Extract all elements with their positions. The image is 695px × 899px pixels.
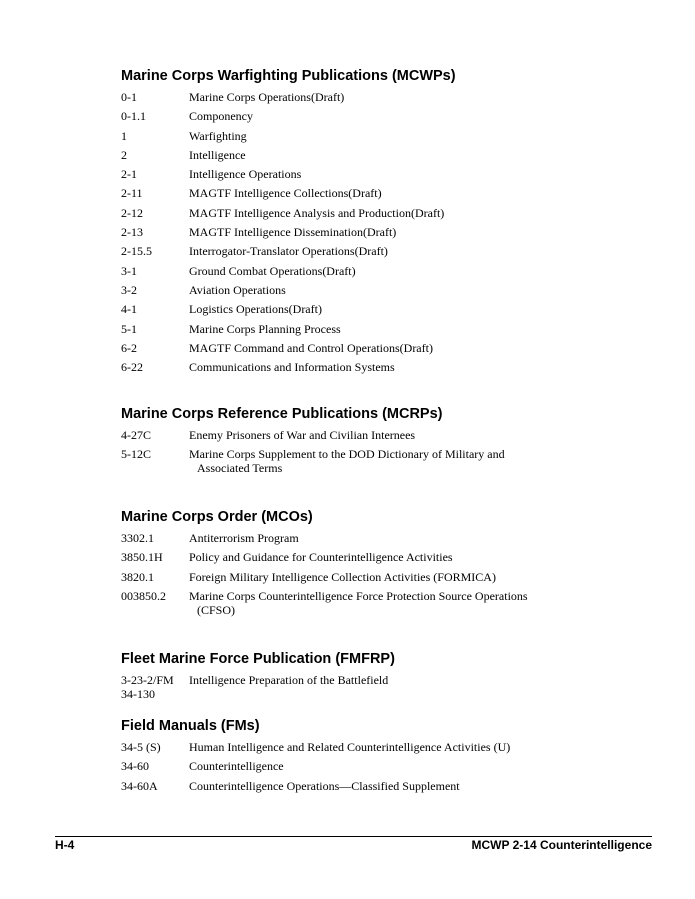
section-fm: [121, 717, 641, 798]
list-item: [121, 589, 641, 603]
pub-number: 3-23-2/FM: [121, 673, 174, 687]
pub-number: 1: [121, 128, 127, 143]
list-item: [121, 360, 641, 374]
pub-title: Counterintelligence Operations—Classified Supplement: [189, 778, 460, 793]
pub-title: MAGTF Command and Control Operations(Draft): [189, 340, 433, 355]
pub-title: Intelligence Operations: [189, 167, 302, 182]
pub-number: 0-1.1: [121, 109, 146, 124]
list-item: [121, 740, 641, 754]
pub-title: MAGTF Intelligence Collections(Draft): [189, 186, 382, 201]
pub-title: Warfighting: [189, 128, 247, 143]
list-item: [121, 302, 641, 316]
list-item: [121, 206, 641, 220]
pub-number: 2-11: [121, 186, 143, 201]
list-item: [121, 186, 641, 200]
pub-title: Logistics Operations(Draft): [189, 302, 322, 317]
pub-title: Aviation Operations: [189, 282, 286, 297]
pub-number: 2-1: [121, 167, 137, 182]
pub-title: Componency: [189, 109, 253, 124]
pub-number: 4-1: [121, 302, 137, 317]
section-mco: [121, 508, 641, 622]
section-mcwp: [121, 67, 641, 379]
list-item: [121, 129, 641, 143]
list-item: [121, 148, 641, 162]
pub-title: Policy and Guidance for Counterintelligence Activities: [189, 550, 453, 565]
list-item: [121, 109, 641, 123]
pub-title: Antiterrorism Program: [189, 531, 299, 545]
pub-number: 34-60A: [121, 778, 158, 793]
pub-title-continuation: Associated Terms: [197, 461, 283, 476]
list-item-continuation: [121, 603, 641, 617]
pub-number: 4-27C: [121, 428, 151, 442]
list-item: [121, 322, 641, 336]
pub-number: 2-12: [121, 205, 143, 220]
pub-title: Marine Corps Counterintelligence Force Protection Source Operations: [189, 588, 528, 603]
list-item: [121, 264, 641, 278]
pub-title: MAGTF Intelligence Analysis and Production(Draft): [189, 205, 445, 220]
pub-title: MAGTF Intelligence Dissemination(Draft): [189, 225, 397, 240]
pub-number: 6-22: [121, 360, 143, 375]
section-fmfrp: [121, 650, 641, 706]
pub-number: 3-2: [121, 282, 137, 297]
pub-number: 003850.2: [121, 588, 166, 603]
list-item: [121, 673, 641, 687]
pub-number: 2-13: [121, 225, 143, 240]
pub-title: Marine Corps Supplement to the DOD Dictionary of Military and: [189, 447, 505, 462]
pub-title: Marine Corps Operations(Draft): [189, 90, 345, 104]
list-item: [121, 341, 641, 355]
list-item: [121, 570, 641, 584]
list-item: [121, 90, 641, 104]
pub-title: Foreign Military Intelligence Collection Activities (FORMICA): [189, 569, 496, 584]
pub-title: Communications and Information Systems: [189, 360, 395, 375]
list-item: [121, 167, 641, 181]
list-item: [121, 759, 641, 773]
section-title: Field Manuals (FMs): [121, 718, 260, 734]
pub-title: Counterintelligence: [189, 759, 284, 774]
pub-number: 34-130: [121, 687, 155, 701]
pub-number: 3302.1: [121, 531, 154, 545]
list-item: [121, 283, 641, 297]
pub-number: 34-60: [121, 759, 149, 774]
pub-number: 2-15.5: [121, 244, 152, 259]
pub-title: Intelligence: [189, 147, 246, 162]
list-item: [121, 687, 641, 701]
pub-number: 3-1: [121, 263, 137, 278]
list-item: [121, 779, 641, 793]
pub-number: 3850.1H: [121, 550, 163, 565]
pub-number: 34-5 (S): [121, 740, 161, 754]
section-mcrp: [121, 405, 641, 481]
page-number: H-4: [55, 838, 75, 852]
pub-number: 5-12C: [121, 447, 151, 462]
list-item: [121, 225, 641, 239]
pub-title: Interrogator-Translator Operations(Draft): [189, 244, 388, 259]
list-item: [121, 447, 641, 461]
pub-number: 2: [121, 147, 127, 162]
footer-title: MCWP 2-14 Counterintelligence: [471, 838, 652, 852]
pub-number: 6-2: [121, 340, 137, 355]
pub-number: 0-1: [121, 90, 137, 104]
list-item: [121, 550, 641, 564]
list-item: [121, 531, 641, 545]
footer-divider: [55, 836, 652, 837]
pub-title-continuation: (CFSO): [197, 602, 236, 617]
list-item: [121, 244, 641, 258]
list-item: [121, 428, 641, 442]
pub-title: Human Intelligence and Related Counterintelligence Activities (U): [189, 740, 511, 754]
pub-number: 3820.1: [121, 569, 154, 584]
pub-title: Intelligence Preparation of the Battlefield: [189, 673, 389, 687]
pub-title: [189, 687, 641, 701]
pub-title: Ground Combat Operations(Draft): [189, 263, 356, 278]
section-title: Marine Corps Reference Publications (MCRPs): [121, 406, 443, 422]
pub-title: Marine Corps Planning Process: [189, 321, 341, 336]
section-title: Marine Corps Warfighting Publications (MCWPs): [121, 68, 456, 84]
section-title: Fleet Marine Force Publication (FMFRP): [121, 651, 395, 667]
section-title: Marine Corps Order (MCOs): [121, 509, 313, 525]
pub-title: Enemy Prisoners of War and Civilian Internees: [189, 428, 416, 442]
list-item-continuation: [121, 461, 641, 475]
pub-number: 5-1: [121, 321, 137, 336]
